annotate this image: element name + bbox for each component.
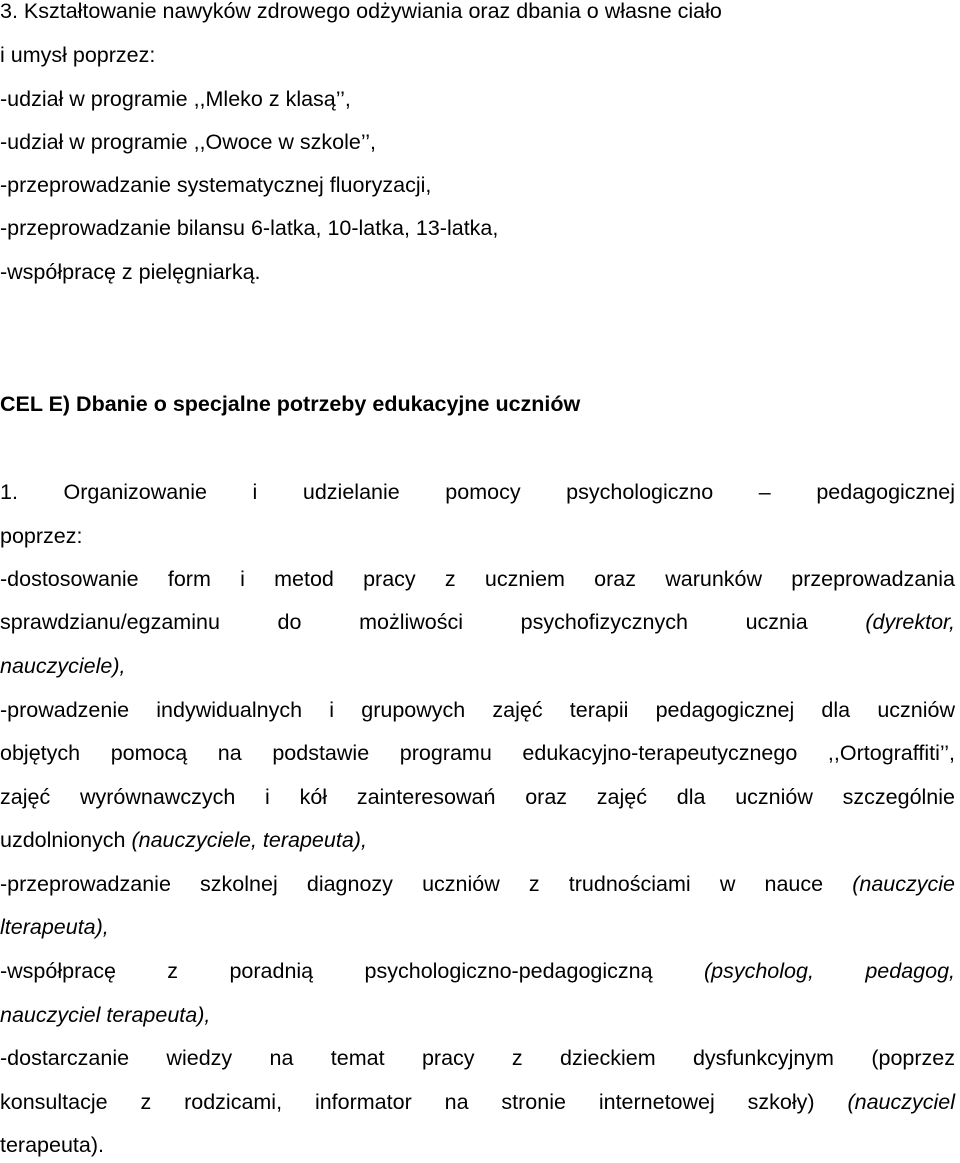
text-span: -przeprowadzanie szkolnej diagnozy uczniów z trudnościami w nauce bbox=[0, 872, 853, 896]
text-line: poprzez: bbox=[0, 524, 83, 548]
text-span-italic: (dyrektor, bbox=[865, 610, 955, 634]
text-line: 1. Organizowanie i udzielanie pomocy psychologiczno – pedagogicznej bbox=[0, 480, 955, 504]
text-span: uzdolnionych bbox=[0, 828, 132, 852]
text-line: -przeprowadzanie bilansu 6-latka, 10-latka, 13-latka, bbox=[0, 216, 499, 240]
text-line: -współpracę z pielęgniarką. bbox=[0, 260, 261, 284]
text-line: -udział w programie ,,Mleko z klasą’’, bbox=[0, 87, 351, 111]
text-span-italic: (nauczyciel bbox=[847, 1090, 955, 1114]
text-line: nauczyciele), bbox=[0, 654, 126, 678]
text-line: i umysł poprzez: bbox=[0, 43, 156, 67]
text-line: terapeuta). bbox=[0, 1133, 104, 1157]
section-heading: CEL E) Dbanie o specjalne potrzeby edukacyjne uczniów bbox=[0, 392, 581, 416]
text-line: -dostarczanie wiedzy na temat pracy z dzieckiem dysfunkcyjnym (poprzez bbox=[0, 1046, 955, 1070]
text-span-italic: (psycholog, pedagog, bbox=[703, 959, 955, 983]
text-line bbox=[0, 609, 955, 635]
text-line: 3. Kształtowanie nawyków zdrowego odżywiania oraz dbania o własne ciało bbox=[0, 0, 722, 23]
text-line: -przeprowadzanie systematycznej fluoryzacji, bbox=[0, 173, 432, 197]
text-line bbox=[0, 827, 367, 853]
text-line: -dostosowanie form i metod pracy z uczniem oraz warunków przeprowadzania bbox=[0, 567, 955, 591]
text-span: konsultacje z rodzicami, informator na stronie internetowej szkoły) bbox=[0, 1090, 848, 1114]
text-line: lterapeuta), bbox=[0, 915, 109, 939]
text-line: -prowadzenie indywidualnych i grupowych zajęć terapii pedagogicznej dla uczniów bbox=[0, 698, 955, 722]
text-span: sprawdzianu/egzaminu do możliwości psychofizycznych ucznia bbox=[0, 610, 866, 634]
text-line bbox=[0, 1089, 955, 1115]
text-span-italic: (nauczycie bbox=[852, 872, 955, 896]
text-line: zajęć wyrównawczych i kół zainteresowań oraz zajęć dla uczniów szczególnie bbox=[0, 785, 955, 809]
text-line bbox=[0, 871, 955, 897]
text-span-italic: (nauczyciele, terapeuta), bbox=[131, 828, 367, 852]
text-line: -udział w programie ,,Owoce w szkole’’, bbox=[0, 130, 376, 154]
text-line bbox=[0, 958, 955, 984]
text-line: objętych pomocą na podstawie programu edukacyjno-terapeutycznego ,,Ortograffiti’’, bbox=[0, 741, 955, 765]
text-span: -współpracę z poradnią psychologiczno-pedagogiczną bbox=[0, 959, 704, 983]
text-line: nauczyciel terapeuta), bbox=[0, 1003, 211, 1027]
